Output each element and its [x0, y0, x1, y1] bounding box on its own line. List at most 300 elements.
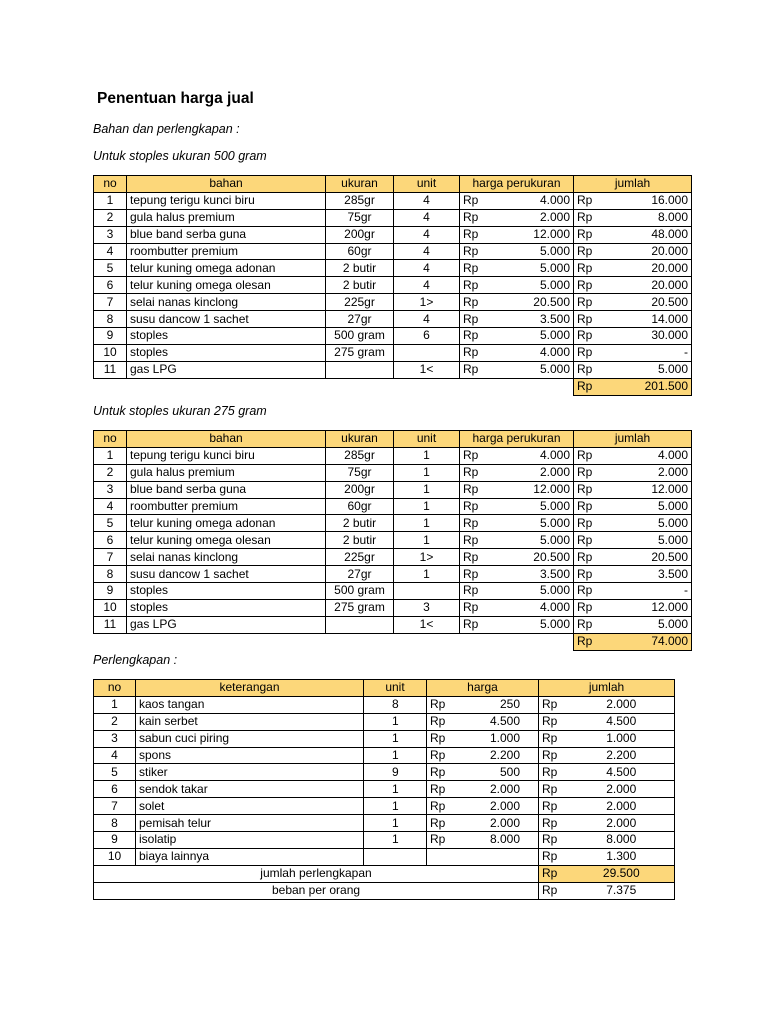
cell-currency: Rp: [460, 361, 498, 378]
cell-jumlah: 2.000: [569, 815, 675, 832]
cell-bahan: gas LPG: [127, 616, 326, 633]
cell-currency: Rp: [427, 747, 457, 764]
cell-no: 2: [94, 209, 127, 226]
cell-unit: 1: [394, 464, 460, 481]
cell-bahan: susu dancow 1 sachet: [127, 566, 326, 583]
cell-harga: 12.000: [498, 226, 574, 243]
cell-jumlah: 5.000: [612, 515, 692, 532]
cell-harga: 2.000: [498, 464, 574, 481]
section-label: Bahan dan perlengkapan :: [93, 122, 240, 136]
cell-ukuran: 75gr: [326, 209, 394, 226]
cell-currency: Rp: [460, 532, 498, 549]
total-currency: Rp: [574, 378, 612, 395]
cell-harga: 5.000: [498, 583, 574, 600]
cell-bahan: stoples: [127, 344, 326, 361]
col-header-jumlah: jumlah: [539, 680, 675, 697]
cell-harga: 500: [457, 764, 539, 781]
cell-jumlah: 5.000: [612, 361, 692, 378]
cell-currency: Rp: [574, 243, 612, 260]
table-row: [94, 848, 675, 865]
cell-jumlah: 2.000: [569, 798, 675, 815]
cell-no: 10: [94, 848, 136, 865]
cell-jumlah: 20.500: [612, 549, 692, 566]
cell-unit: 1>: [394, 294, 460, 311]
col-header-jumlah: jumlah: [574, 431, 692, 448]
cell-unit: 1: [394, 566, 460, 583]
cell-jumlah: 3.500: [612, 566, 692, 583]
cell-harga: 2.000: [457, 798, 539, 815]
cell-jumlah: -: [612, 344, 692, 361]
cell-ukuran: [326, 361, 394, 378]
cell-currency: Rp: [427, 764, 457, 781]
cell-bahan: blue band serba guna: [127, 226, 326, 243]
cell-unit: 1: [364, 730, 427, 747]
cell-currency: Rp: [427, 781, 457, 798]
col-header-no: no: [94, 176, 127, 193]
table-row: [94, 243, 692, 260]
table-row: [94, 549, 692, 566]
cell-unit: 1: [394, 532, 460, 549]
cell-keterangan: stiker: [136, 764, 364, 781]
cell-harga: 1.000: [457, 730, 539, 747]
cell-keterangan: spons: [136, 747, 364, 764]
cell-ukuran: 200gr: [326, 481, 394, 498]
cell-bahan: telur kuning omega olesan: [127, 532, 326, 549]
cell-ukuran: 285gr: [326, 447, 394, 464]
equipment-table: [93, 679, 675, 900]
cell-ukuran: [326, 616, 394, 633]
total-row: [94, 633, 692, 650]
cell-unit: 4: [394, 192, 460, 209]
cell-currency: Rp: [574, 549, 612, 566]
col-header-unit: unit: [364, 680, 427, 697]
col-header-no: no: [94, 431, 127, 448]
table-row: [94, 815, 675, 832]
col-header-unit: unit: [394, 431, 460, 448]
cell-unit: 4: [394, 260, 460, 277]
cell-unit: 4: [394, 277, 460, 294]
cell-unit: 9: [364, 764, 427, 781]
table-row: [94, 361, 692, 378]
cell-ukuran: 2 butir: [326, 515, 394, 532]
cell-no: 3: [94, 226, 127, 243]
cell-jumlah: 20.000: [612, 277, 692, 294]
cell-currency: Rp: [539, 815, 569, 832]
cell-unit: 1: [364, 781, 427, 798]
sum-currency: Rp: [539, 865, 569, 882]
table-row: [94, 344, 692, 361]
sum-label: jumlah perlengkapan: [94, 865, 539, 882]
cell-keterangan: sendok takar: [136, 781, 364, 798]
col-header-bahan: bahan: [127, 431, 326, 448]
table-row: [94, 226, 692, 243]
cell-jumlah: 20.000: [612, 243, 692, 260]
cell-unit: 1: [394, 498, 460, 515]
cell-unit: 4: [394, 311, 460, 328]
cell-harga: 4.000: [498, 447, 574, 464]
cell-harga: 4.500: [457, 713, 539, 730]
cell-harga: 4.000: [498, 599, 574, 616]
cell-unit: 1>: [394, 549, 460, 566]
cell-currency: Rp: [460, 344, 498, 361]
cell-jumlah: 2.200: [569, 747, 675, 764]
cell-jumlah: 4.500: [569, 764, 675, 781]
cell-bahan: telur kuning omega olesan: [127, 277, 326, 294]
col-header-harga: harga perukuran: [460, 176, 574, 193]
cell-unit: 1: [364, 713, 427, 730]
cell-no: 8: [94, 566, 127, 583]
cell-unit: 1: [394, 447, 460, 464]
cell-currency: Rp: [574, 447, 612, 464]
cell-currency: Rp: [460, 243, 498, 260]
cell-no: 9: [94, 328, 127, 345]
cell-currency: Rp: [427, 730, 457, 747]
cell-currency: Rp: [427, 798, 457, 815]
cell-bahan: stoples: [127, 583, 326, 600]
cell-harga: 2.000: [457, 815, 539, 832]
cell-harga: 2.200: [457, 747, 539, 764]
cell-ukuran: 2 butir: [326, 532, 394, 549]
cell-currency: Rp: [539, 713, 569, 730]
cell-ukuran: 225gr: [326, 294, 394, 311]
blank-cell: [94, 633, 574, 650]
cell-no: 1: [94, 696, 136, 713]
cell-bahan: stoples: [127, 599, 326, 616]
cell-ukuran: 27gr: [326, 566, 394, 583]
cell-no: 7: [94, 549, 127, 566]
cell-no: 2: [94, 464, 127, 481]
cell-currency: Rp: [574, 294, 612, 311]
cell-currency: Rp: [574, 209, 612, 226]
cell-currency: Rp: [574, 311, 612, 328]
cell-no: 3: [94, 481, 127, 498]
table-row: [94, 277, 692, 294]
cell-currency: Rp: [460, 447, 498, 464]
cell-currency: Rp: [574, 361, 612, 378]
cell-currency: Rp: [460, 328, 498, 345]
cell-bahan: telur kuning omega adonan: [127, 260, 326, 277]
cell-unit: 1: [364, 815, 427, 832]
cell-keterangan: kaos tangan: [136, 696, 364, 713]
cell-no: 6: [94, 532, 127, 549]
cell-currency: Rp: [539, 747, 569, 764]
per-person-currency: Rp: [539, 882, 569, 899]
cell-harga: 5.000: [498, 243, 574, 260]
cell-unit: 1: [394, 481, 460, 498]
cell-currency: Rp: [574, 566, 612, 583]
cell-unit: 1: [364, 832, 427, 849]
sum-value: 29.500: [569, 865, 675, 882]
cell-ukuran: 275 gram: [326, 599, 394, 616]
materials-table-275g: [93, 430, 692, 651]
cell-ukuran: 500 gram: [326, 328, 394, 345]
sum-row: [94, 865, 675, 882]
cell-no: 7: [94, 294, 127, 311]
cell-bahan: roombutter premium: [127, 243, 326, 260]
table1-heading: Untuk stoples ukuran 500 gram: [93, 149, 267, 163]
cell-currency: Rp: [460, 209, 498, 226]
cell-bahan: susu dancow 1 sachet: [127, 311, 326, 328]
col-header-jumlah: jumlah: [574, 176, 692, 193]
per-person-row: [94, 882, 675, 899]
cell-ukuran: 60gr: [326, 498, 394, 515]
cell-harga: 12.000: [498, 481, 574, 498]
cell-unit: 1<: [394, 616, 460, 633]
cell-ukuran: 27gr: [326, 311, 394, 328]
cell-currency: Rp: [427, 713, 457, 730]
cell-harga: 250: [457, 696, 539, 713]
cell-bahan: roombutter premium: [127, 498, 326, 515]
cell-currency: Rp: [574, 464, 612, 481]
cell-no: 8: [94, 311, 127, 328]
cell-keterangan: isolatip: [136, 832, 364, 849]
cell-no: 11: [94, 361, 127, 378]
cell-currency: Rp: [460, 226, 498, 243]
cell-bahan: blue band serba guna: [127, 481, 326, 498]
cell-jumlah: 48.000: [612, 226, 692, 243]
cell-currency: Rp: [427, 832, 457, 849]
cell-no: 4: [94, 747, 136, 764]
cell-harga: 4.000: [498, 344, 574, 361]
cell-jumlah: 5.000: [612, 498, 692, 515]
table-row: [94, 311, 692, 328]
cell-currency: Rp: [460, 549, 498, 566]
per-person-label: beban per orang: [94, 882, 539, 899]
cell-no: 2: [94, 713, 136, 730]
table-row: [94, 566, 692, 583]
cell-jumlah: 4.000: [612, 447, 692, 464]
cell-no: 5: [94, 260, 127, 277]
cell-unit: 4: [394, 209, 460, 226]
cell-currency: Rp: [539, 730, 569, 747]
cell-harga: 5.000: [498, 328, 574, 345]
total-value: 74.000: [612, 633, 692, 650]
cell-currency: Rp: [460, 583, 498, 600]
cell-currency: Rp: [539, 832, 569, 849]
blank-cell: [94, 378, 574, 395]
table-row: [94, 730, 675, 747]
cell-currency: Rp: [574, 481, 612, 498]
cell-currency: Rp: [460, 294, 498, 311]
cell-no: 7: [94, 798, 136, 815]
cell-harga: 5.000: [498, 498, 574, 515]
cell-jumlah: 12.000: [612, 481, 692, 498]
cell-no: 4: [94, 498, 127, 515]
cell-bahan: gula halus premium: [127, 209, 326, 226]
cell-currency: Rp: [539, 764, 569, 781]
cell-bahan: tepung terigu kunci biru: [127, 447, 326, 464]
cell-currency: Rp: [539, 798, 569, 815]
cell-jumlah: 2.000: [569, 696, 675, 713]
cell-jumlah: -: [612, 583, 692, 600]
cell-bahan: gula halus premium: [127, 464, 326, 481]
cell-harga: 3.500: [498, 311, 574, 328]
cell-ukuran: 2 butir: [326, 277, 394, 294]
cell-keterangan: solet: [136, 798, 364, 815]
cell-unit: 1: [364, 798, 427, 815]
cell-unit: [394, 344, 460, 361]
cell-currency: Rp: [460, 260, 498, 277]
table-row: [94, 781, 675, 798]
cell-ukuran: 500 gram: [326, 583, 394, 600]
cell-jumlah: 5.000: [612, 616, 692, 633]
cell-no: 1: [94, 192, 127, 209]
cell-jumlah: 2.000: [569, 781, 675, 798]
materials-table-500g: [93, 175, 692, 396]
cell-unit: 1: [394, 515, 460, 532]
cell-harga: 20.500: [498, 294, 574, 311]
cell-no: 1: [94, 447, 127, 464]
table2-heading: Untuk stoples ukuran 275 gram: [93, 404, 267, 418]
cell-no: 9: [94, 583, 127, 600]
cell-harga: 2.000: [457, 781, 539, 798]
cell-currency: Rp: [460, 311, 498, 328]
cell-harga: 5.000: [498, 515, 574, 532]
cell-keterangan: biaya lainnya: [136, 848, 364, 865]
table-row: [94, 192, 692, 209]
cell-jumlah: 8.000: [612, 209, 692, 226]
cell-harga: 3.500: [498, 566, 574, 583]
cell-ukuran: 225gr: [326, 549, 394, 566]
cell-bahan: telur kuning omega adonan: [127, 515, 326, 532]
total-row: [94, 378, 692, 395]
cell-currency: Rp: [574, 498, 612, 515]
cell-unit: 1: [364, 747, 427, 764]
cell-no: 3: [94, 730, 136, 747]
table-row: [94, 713, 675, 730]
cell-no: 11: [94, 616, 127, 633]
col-header-bahan: bahan: [127, 176, 326, 193]
cell-currency: Rp: [460, 498, 498, 515]
cell-bahan: tepung terigu kunci biru: [127, 192, 326, 209]
cell-currency: Rp: [460, 566, 498, 583]
cell-jumlah: 30.000: [612, 328, 692, 345]
cell-no: 5: [94, 515, 127, 532]
table-row: [94, 832, 675, 849]
cell-ukuran: 275 gram: [326, 344, 394, 361]
table-row: [94, 328, 692, 345]
table-row: [94, 481, 692, 498]
cell-no: 4: [94, 243, 127, 260]
cell-unit: 3: [394, 599, 460, 616]
cell-no: 10: [94, 344, 127, 361]
total-value: 201.500: [612, 378, 692, 395]
table-row: [94, 260, 692, 277]
cell-currency: Rp: [574, 277, 612, 294]
table-row: [94, 515, 692, 532]
col-header-ukuran: ukuran: [326, 176, 394, 193]
cell-currency: Rp: [574, 260, 612, 277]
cell-no: 8: [94, 815, 136, 832]
per-person-value: 7.375: [569, 882, 675, 899]
cell-unit: 4: [394, 243, 460, 260]
table-row: [94, 464, 692, 481]
cell-currency: Rp: [460, 481, 498, 498]
col-header-keterangan: keterangan: [136, 680, 364, 697]
table-row: [94, 583, 692, 600]
cell-currency: Rp: [460, 599, 498, 616]
cell-currency: Rp: [574, 344, 612, 361]
cell-harga: 5.000: [498, 277, 574, 294]
cell-currency: Rp: [460, 277, 498, 294]
cell-harga: 4.000: [498, 192, 574, 209]
cell-ukuran: 75gr: [326, 464, 394, 481]
cell-currency: Rp: [574, 532, 612, 549]
cell-currency: Rp: [574, 515, 612, 532]
cell-harga: 5.000: [498, 361, 574, 378]
cell-currency: Rp: [539, 848, 569, 865]
cell-jumlah: 2.000: [612, 464, 692, 481]
table-row: [94, 747, 675, 764]
col-header-harga: harga perukuran: [460, 431, 574, 448]
cell-no: 5: [94, 764, 136, 781]
cell-jumlah: 20.000: [612, 260, 692, 277]
cell-unit: [364, 848, 427, 865]
cell-currency: Rp: [539, 696, 569, 713]
cell-currency: Rp: [460, 515, 498, 532]
cell-bahan: stoples: [127, 328, 326, 345]
cell-no: 6: [94, 277, 127, 294]
cell-ukuran: 60gr: [326, 243, 394, 260]
cell-jumlah: 12.000: [612, 599, 692, 616]
cell-unit: 8: [364, 696, 427, 713]
cell-currency: Rp: [574, 192, 612, 209]
table-row: [94, 764, 675, 781]
col-header-harga: harga: [427, 680, 539, 697]
table-row: [94, 498, 692, 515]
cell-harga: 8.000: [457, 832, 539, 849]
cell-currency: Rp: [460, 616, 498, 633]
cell-harga: 2.000: [498, 209, 574, 226]
col-header-ukuran: ukuran: [326, 431, 394, 448]
table-row: [94, 209, 692, 226]
cell-ukuran: 200gr: [326, 226, 394, 243]
cell-ukuran: 2 butir: [326, 260, 394, 277]
cell-jumlah: 8.000: [569, 832, 675, 849]
cell-harga: 20.500: [498, 549, 574, 566]
table3-heading: Perlengkapan :: [93, 653, 178, 667]
cell-jumlah: 14.000: [612, 311, 692, 328]
cell-keterangan: kain serbet: [136, 713, 364, 730]
cell-jumlah: 1.000: [569, 730, 675, 747]
cell-currency: Rp: [427, 815, 457, 832]
cell-harga: 5.000: [498, 260, 574, 277]
cell-bahan: selai nanas kinclong: [127, 294, 326, 311]
table-row: [94, 447, 692, 464]
cell-currency: Rp: [574, 599, 612, 616]
cell-jumlah: 16.000: [612, 192, 692, 209]
col-header-no: no: [94, 680, 136, 697]
cell-keterangan: sabun cuci piring: [136, 730, 364, 747]
cell-currency: Rp: [574, 328, 612, 345]
cell-currency: Rp: [460, 192, 498, 209]
cell-no: 10: [94, 599, 127, 616]
cell-unit: 4: [394, 226, 460, 243]
cell-harga: 5.000: [498, 616, 574, 633]
cell-jumlah: 4.500: [569, 713, 675, 730]
cell-currency: Rp: [574, 583, 612, 600]
page-title: Penentuan harga jual: [97, 90, 254, 107]
table-row: [94, 294, 692, 311]
cell-jumlah: 20.500: [612, 294, 692, 311]
cell-jumlah: 1.300: [569, 848, 675, 865]
table-row: [94, 599, 692, 616]
total-currency: Rp: [574, 633, 612, 650]
cell-unit: 1<: [394, 361, 460, 378]
cell-no: 9: [94, 832, 136, 849]
cell-currency: Rp: [427, 696, 457, 713]
col-header-unit: unit: [394, 176, 460, 193]
